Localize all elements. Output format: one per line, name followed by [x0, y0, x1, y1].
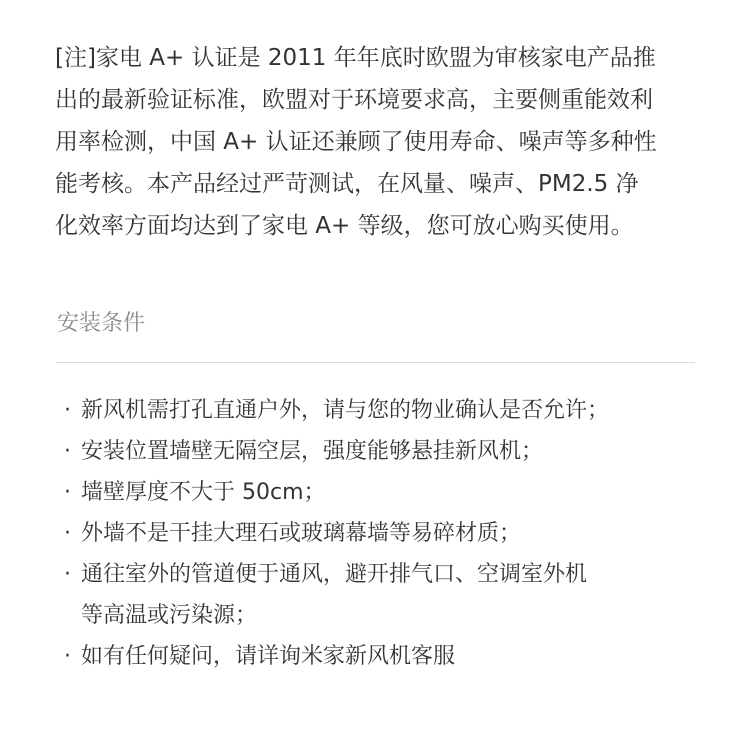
note-line: 出的最新验证标准，欧盟对于环境要求高，主要侧重能效利 — [55, 87, 653, 113]
list-item — [60, 390, 710, 431]
list-item-text: 墙壁厚度不大于 50cm； — [81, 480, 326, 505]
bullet: · — [64, 439, 71, 464]
bullet: · — [64, 521, 71, 546]
list-item — [60, 472, 710, 513]
divider — [56, 362, 695, 363]
list-item — [60, 513, 710, 554]
certification-note — [55, 37, 705, 247]
section-title: 安装条件 — [57, 311, 146, 336]
bullet: · — [64, 480, 71, 505]
list-item-text: 安装位置墙壁无隔空层，强度能够悬挂新风机； — [81, 439, 544, 464]
list-item — [60, 554, 710, 636]
note-line: [注]家电 A+ 认证是 2011 年年底时欧盟为审核家电产品推 — [55, 45, 656, 71]
note-line: 能考核。本产品经过严苛测试，在风量、噪声、PM2.5 净 — [55, 171, 639, 197]
list-item-text: 等高温或污染源； — [81, 603, 258, 628]
bullet: · — [64, 644, 71, 669]
note-line: 化效率方面均达到了家电 A+ 等级，您可放心购买使用。 — [55, 213, 634, 239]
list-item — [60, 636, 710, 677]
note-line: 用率检测，中国 A+ 认证还兼顾了使用寿命、噪声等多种性 — [55, 129, 657, 155]
list-item-text: 新风机需打孔直通户外，请与您的物业确认是否允许； — [81, 398, 610, 423]
list-item-text: 外墙不是干挂大理石或玻璃幕墙等易碎材质； — [81, 521, 522, 546]
install-conditions-list — [60, 390, 710, 677]
list-item-text: 通往室外的管道便于通风，避开排气口、空调室外机 — [81, 562, 588, 587]
list-item-text: 如有任何疑问，请详询米家新风机客服 — [81, 644, 456, 669]
bullet: · — [64, 398, 71, 423]
bullet: · — [64, 562, 71, 587]
list-item — [60, 431, 710, 472]
